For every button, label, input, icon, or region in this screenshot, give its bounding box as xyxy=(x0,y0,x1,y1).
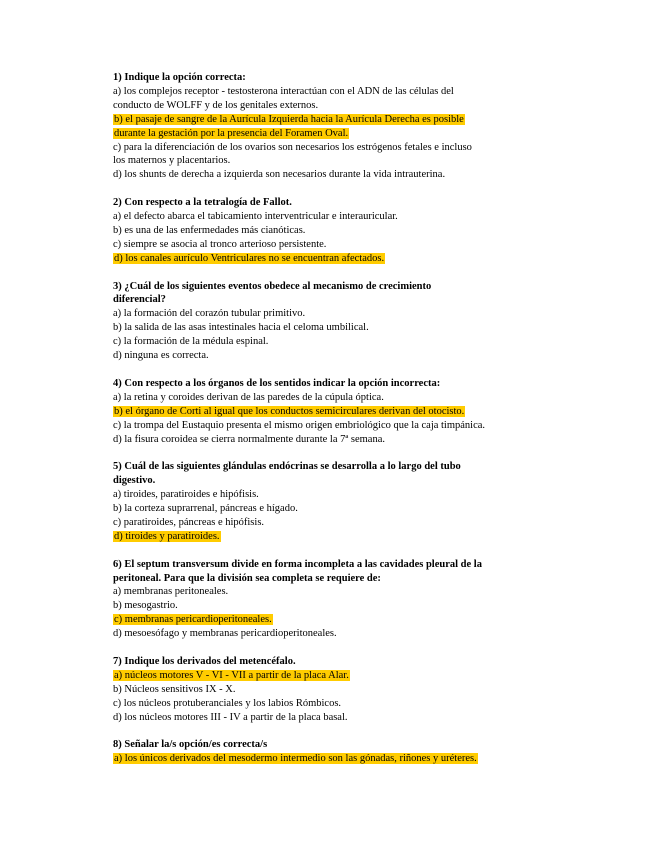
answer-option-line xyxy=(113,99,543,113)
question-title: digestivo. xyxy=(113,475,156,487)
answer-option-line xyxy=(113,391,543,405)
option-text: a) los complejos receptor - testosterona interactúan con el ADN de las células del xyxy=(113,85,454,97)
option-text: a) el defecto abarca el tabicamiento interventricular e interauricular. xyxy=(113,211,398,223)
question-2 xyxy=(113,196,543,266)
question-5 xyxy=(113,460,543,543)
option-text: a) los únicos derivados del mesodermo intermedio son las gónadas, riñones y uréteres. xyxy=(114,753,477,765)
question-title: 2) Con respecto a la tetralogía de Fallot. xyxy=(113,197,292,209)
option-text: conducto de WOLFF y de los genitales externos. xyxy=(113,99,319,111)
question-title: peritoneal. Para que la división sea completa se requiere de: xyxy=(113,572,381,584)
option-text: b) es una de las enfermedades más cianóticas. xyxy=(113,224,306,236)
option-text: a) membranas peritoneales. xyxy=(113,586,229,598)
option-text: d) tiroides y paratiroides. xyxy=(114,530,220,542)
question-title: 7) Indique los derivados del metencéfalo. xyxy=(113,655,296,667)
option-text: b) el pasaje de sangre de la Aurícula Izquierda hacia la Aurícula Derecha es posible xyxy=(114,113,464,125)
option-text: b) Núcleos sensitivos IX - X. xyxy=(113,683,236,695)
option-text: d) los shunts de derecha a izquierda son necesarios durante la vida intrauterina. xyxy=(113,169,446,181)
document-page xyxy=(113,71,543,780)
option-text: d) la fisura coroidea se cierra normalmente durante la 7ª semana. xyxy=(113,433,385,445)
answer-option-line xyxy=(113,168,543,182)
question-title: 8) Señalar la/s opción/es correcta/s xyxy=(113,739,268,751)
answer-option-line xyxy=(113,154,543,168)
question-title: 5) Cuál de las siguientes glándulas endócrinas se desarrolla a lo largo del tubo xyxy=(113,461,461,473)
answer-option-line xyxy=(113,516,543,530)
option-text: c) la formación de la médula espinal. xyxy=(113,336,269,348)
answer-option-line xyxy=(113,488,543,502)
option-text: c) paratiroides, páncreas e hipófisis. xyxy=(113,516,265,528)
answer-option-line xyxy=(113,502,543,516)
highlighted-answer-line xyxy=(113,752,543,766)
option-text: b) mesogastrio. xyxy=(113,600,178,612)
answer-option-line xyxy=(113,697,543,711)
highlighted-answer-line xyxy=(113,530,543,544)
answer-option-line xyxy=(113,321,543,335)
option-text: c) membranas pericardioperitoneales. xyxy=(114,614,272,626)
option-text: d) los núcleos motores III - IV a partir de la placa basal. xyxy=(113,711,348,723)
answer-option-line xyxy=(113,224,543,238)
answer-option-line xyxy=(113,141,543,155)
option-text: c) siempre se asocia al tronco arterioso persistente. xyxy=(113,238,327,250)
option-text: los maternos y placentarios. xyxy=(113,155,231,167)
answer-option-line xyxy=(113,627,543,641)
answer-option-line xyxy=(113,419,543,433)
highlighted-answer-line xyxy=(113,127,543,141)
option-text: a) la retina y coroides derivan de las paredes de la cúpula óptica. xyxy=(113,391,384,403)
answer-option-line xyxy=(113,85,543,99)
answer-option-line xyxy=(113,585,543,599)
question-title: 1) Indique la opción correcta: xyxy=(113,72,246,83)
answer-option-line xyxy=(113,433,543,447)
option-text: c) la trompa del Eustaquio presenta el mismo origen embriológico que la caja timpánica. xyxy=(113,419,486,431)
question-title: 3) ¿Cuál de los siguientes eventos obedece al mecanismo de crecimiento xyxy=(113,280,432,292)
option-text: c) los núcleos protuberanciales y los labios Rómbicos. xyxy=(113,697,342,709)
answer-option-line xyxy=(113,349,543,363)
question-4 xyxy=(113,377,543,447)
option-text: c) para la diferenciación de los ovarios son necesarios los estrógenos fetales e incluso xyxy=(113,141,472,153)
option-text: b) la corteza suprarrenal, páncreas e hígado. xyxy=(113,503,298,515)
option-text: d) ninguna es correcta. xyxy=(113,350,209,362)
option-text: a) tiroides, paratiroides e hipófisis. xyxy=(113,489,259,501)
highlighted-answer-line xyxy=(113,405,543,419)
question-title: diferencial? xyxy=(113,294,166,306)
question-3 xyxy=(113,280,543,363)
option-text: b) la salida de las asas intestinales hacia el celoma umbilical. xyxy=(113,322,369,334)
answer-option-line xyxy=(113,711,543,725)
answer-option-line xyxy=(113,335,543,349)
question-6 xyxy=(113,558,543,641)
question-1 xyxy=(113,71,543,182)
option-text: d) los canales aurículo Ventriculares no se encuentran afectados. xyxy=(114,252,385,264)
question-title: 4) Con respecto a los órganos de los sentidos indicar la opción incorrecta: xyxy=(113,377,441,389)
highlighted-answer-line xyxy=(113,252,543,266)
answer-option-line xyxy=(113,238,543,252)
option-text: b) el órgano de Corti al igual que los conductos semicirculares derivan del otocisto. xyxy=(114,405,465,417)
highlighted-answer-line xyxy=(113,613,543,627)
option-text: a) núcleos motores V - VI - VII a partir de la placa Alar. xyxy=(114,669,349,681)
highlighted-answer-line xyxy=(113,669,543,683)
answer-option-line xyxy=(113,599,543,613)
option-text: a) la formación del corazón tubular primitivo. xyxy=(113,308,306,320)
answer-option-line xyxy=(113,307,543,321)
question-7 xyxy=(113,655,543,725)
highlighted-answer-line xyxy=(113,113,543,127)
option-text: durante la gestación por la presencia del Foramen Oval. xyxy=(114,127,349,139)
question-title: 6) El septum transversum divide en forma incompleta a las cavidades pleural de la xyxy=(113,558,482,570)
answer-option-line xyxy=(113,683,543,697)
option-text: d) mesoesófago y membranas pericardioperitoneales. xyxy=(113,628,337,640)
question-8 xyxy=(113,738,543,766)
answer-option-line xyxy=(113,210,543,224)
